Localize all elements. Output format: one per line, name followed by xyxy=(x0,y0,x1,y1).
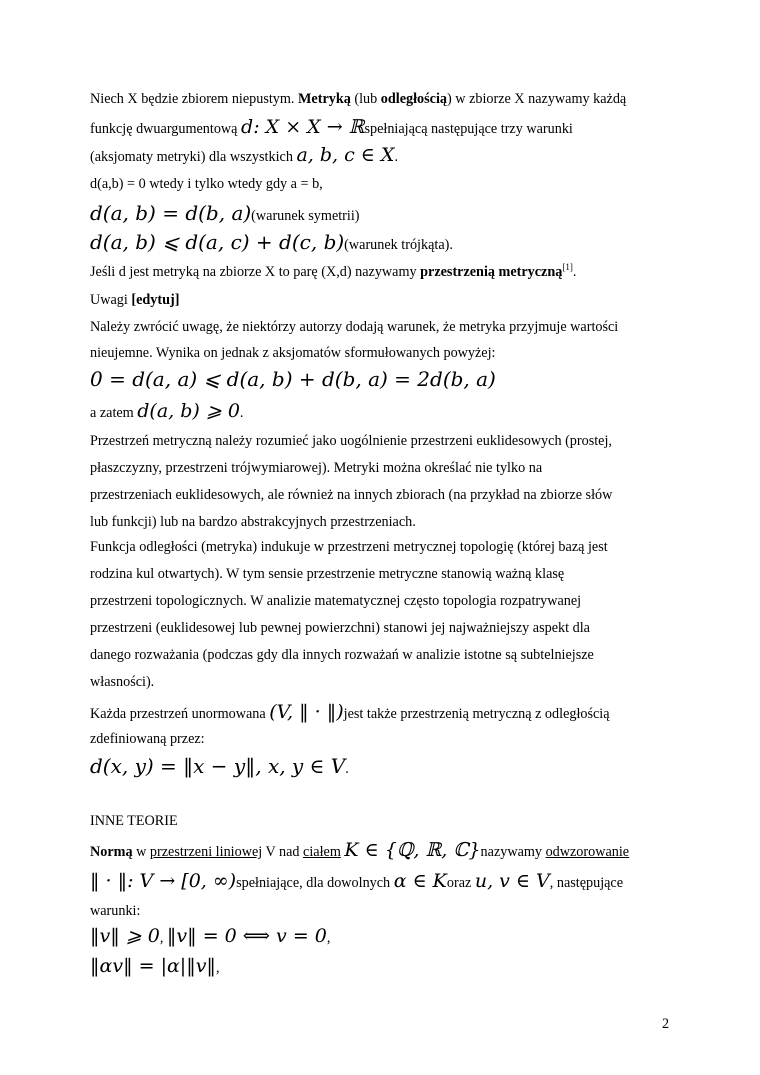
paragraph-line xyxy=(90,730,205,748)
link-odwzorowanie[interactable]: odwzorowanie xyxy=(545,844,630,860)
formula-line xyxy=(90,927,330,947)
formula-line xyxy=(90,367,496,391)
formula-line xyxy=(90,754,349,778)
math-formula: (V, ‖ · ‖) xyxy=(269,701,344,723)
paragraph-line xyxy=(90,703,610,723)
link-cialo[interactable]: ciałem xyxy=(303,844,341,860)
paragraph-line xyxy=(90,432,612,450)
text: Funkcja odległości (metryka) indukuje w przestrzeni metrycznej topologię (której bazą jest xyxy=(90,539,608,555)
text: w xyxy=(132,844,150,860)
term-norma: Normą xyxy=(90,844,133,860)
math-formula: ‖ · ‖: V → [0, ∞) xyxy=(90,870,237,892)
paragraph-line xyxy=(90,619,590,637)
link-przestrzen-liniowa[interactable]: przestrzeni liniowej xyxy=(149,844,263,860)
formula-line xyxy=(90,230,453,254)
text: (warunek trójkąta). xyxy=(344,237,453,253)
math-formula: ‖v‖ ⩾ 0 xyxy=(90,925,160,947)
text: lub funkcji) lub na bardzo abstrakcyjnych przestrzeniach. xyxy=(90,514,416,530)
text: V nad xyxy=(262,844,304,860)
paragraph-line xyxy=(90,538,608,556)
page-number: 2 xyxy=(662,1016,670,1032)
term-przestrzen-metryczna: przestrzenią metryczną xyxy=(420,264,563,280)
heading-text: INNE TEORIE xyxy=(90,813,178,829)
text: nieujemne. Wynika on jednak z aksjomatów sformułowanych powyżej: xyxy=(90,345,496,361)
math-formula: α ∈ K xyxy=(393,870,447,892)
text: rodzina kul otwartych). W tym sensie przestrzenie metryczne stanowią ważną klasę xyxy=(90,566,565,582)
math-formula: d(a, b) = d(b, a) xyxy=(90,201,252,225)
paragraph-line xyxy=(90,513,416,531)
paragraph-line xyxy=(90,673,154,691)
math-formula: K ∈ {ℚ, ℝ, ℂ} xyxy=(344,839,481,861)
text: . xyxy=(239,405,244,421)
paragraph-line xyxy=(90,318,618,336)
text: danego rozważania (podczas gdy dla innych rozważań w analizie istotne są subtelniejsze xyxy=(90,647,594,663)
text: zdefiniowaną przez: xyxy=(90,731,205,747)
paragraph-line xyxy=(90,902,140,920)
text: Przestrzeń metryczną należy rozumieć jako uogólnienie przestrzeni euklidesowych (prostej, xyxy=(90,433,612,449)
text: Należy zwrócić uwagę, że niektórzy autorzy dodają warunek, że metryka przyjmuje wartości xyxy=(90,319,619,335)
paragraph-line xyxy=(90,459,542,477)
math-formula: d(a, b) ⩽ d(a, c) + d(c, b) xyxy=(90,230,345,254)
paragraph-line xyxy=(90,263,576,281)
text: . xyxy=(345,761,349,777)
text: . xyxy=(572,264,577,280)
term-odleglosc: odległością xyxy=(380,91,447,107)
text: spełniające, dla dowolnych xyxy=(236,875,394,891)
paragraph-line xyxy=(90,146,398,166)
math-formula: d: X × X → ℝ xyxy=(241,116,365,138)
text: (aksjomaty metryki) dla wszystkich xyxy=(90,149,297,165)
text: jest także przestrzenią metryczną z odległością xyxy=(343,706,610,722)
text: oraz xyxy=(446,875,475,891)
math-formula: a, b, c ∈ X xyxy=(296,144,395,166)
text: , xyxy=(326,930,331,946)
math-formula: d(x, y) = ‖x − y‖, x, y ∈ V xyxy=(90,754,346,778)
paragraph-line xyxy=(90,344,496,362)
text: przestrzeniach euklidesowych, ale również na innych zbiorach (na przykład na zbiorze słów xyxy=(90,487,613,503)
text: (lub xyxy=(350,91,381,107)
text: (warunek symetrii) xyxy=(251,208,360,224)
text: Każda przestrzeń unormowana xyxy=(90,706,270,722)
math-formula: 0 = d(a, a) ⩽ d(a, b) + d(b, a) = 2d(b, a) xyxy=(90,367,496,391)
paragraph-line xyxy=(90,175,323,193)
paragraph-line xyxy=(90,872,623,892)
formula-line xyxy=(90,201,360,225)
text: własności). xyxy=(90,674,155,690)
math-formula: u, v ∈ V xyxy=(474,870,550,892)
text: przestrzeni topologicznych. W analizie matematycznej często topologia rozpatrywanej xyxy=(90,593,582,609)
text: , xyxy=(159,930,167,946)
text: , następujące xyxy=(549,875,624,891)
text: warunki: xyxy=(90,903,141,919)
paragraph-line xyxy=(90,118,573,138)
paragraph-line xyxy=(90,841,629,861)
paragraph-line xyxy=(90,565,564,583)
formula-line xyxy=(90,957,219,977)
text: nazywamy xyxy=(480,844,546,860)
math-formula: d(a, b) ⩾ 0 xyxy=(137,400,240,422)
paragraph-line xyxy=(90,646,594,664)
text: funkcję dwuargumentową xyxy=(90,121,242,137)
text: . xyxy=(394,149,398,165)
section-heading xyxy=(90,291,179,309)
edit-link[interactable]: [edytuj] xyxy=(131,292,180,308)
text: Niech X będzie zbiorem niepustym. xyxy=(90,91,299,107)
text: przestrzeni (euklidesowej lub pewnej powierzchni) stanowi jej najważniejszy aspekt dla xyxy=(90,620,590,636)
math-formula: ‖αv‖ = |α|‖v‖ xyxy=(90,955,216,977)
text: d(a,b) = 0 wtedy i tylko wtedy gdy a = b, xyxy=(90,176,323,192)
text: , xyxy=(215,960,220,976)
section-heading xyxy=(90,812,178,830)
math-formula: ‖v‖ = 0 ⟺ v = 0 xyxy=(166,925,327,947)
paragraph-line xyxy=(90,90,626,108)
footnote-reference[interactable]: [1] xyxy=(562,262,573,272)
paragraph-line xyxy=(90,486,612,504)
text: spełniającą następujące trzy warunki xyxy=(364,121,573,137)
term-metryka: Metryką xyxy=(298,91,351,107)
text: a zatem xyxy=(90,405,138,421)
text: Jeśli d jest metryką na zbiorze X to parę (X,d) nazywamy xyxy=(90,264,421,280)
text: płaszczyzny, przestrzeni trójwymiarowej). Metryki można określać nie tylko na xyxy=(90,460,543,476)
paragraph-line xyxy=(90,592,581,610)
text: ) w zbiorze X nazywamy każdą xyxy=(447,91,627,107)
paragraph-line xyxy=(90,402,243,422)
heading-text: Uwagi xyxy=(90,292,132,308)
